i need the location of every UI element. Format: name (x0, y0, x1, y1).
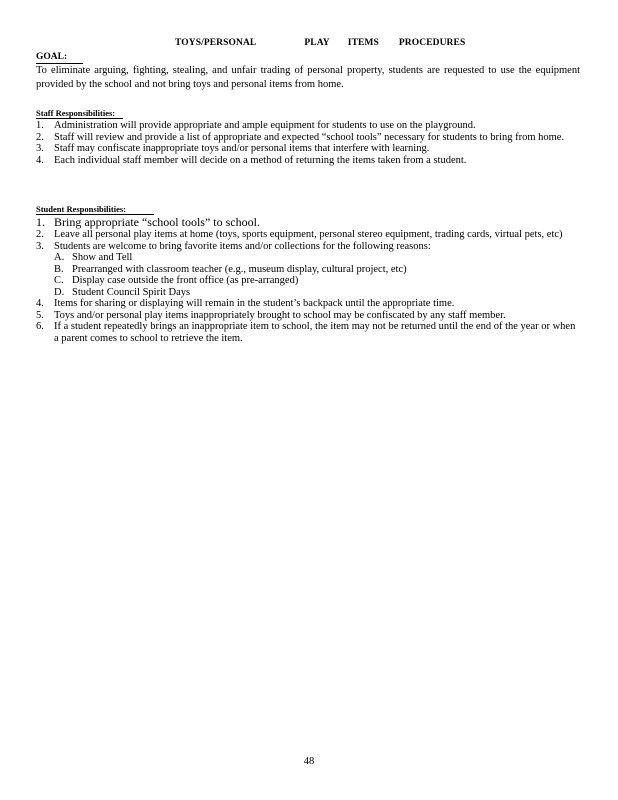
reason-item: B. Prearranged with classroom teacher (e.g., museum display, cultural project, etc) (54, 263, 407, 275)
staff-item: 4. Each individual staff member will decide on a method of returning the items taken from a student. (36, 154, 467, 166)
goal-text: To eliminate arguing, fighting, stealing, and unfair trading of personal property, students are requested to use the equipment provided by the school and not bring toys and personal items from home. (36, 65, 580, 90)
staff-list (36, 120, 582, 166)
reason-item: A. Show and Tell (54, 252, 133, 263)
student-list (36, 216, 582, 344)
goal-heading: GOAL: (36, 52, 83, 64)
reasons-list (54, 252, 582, 298)
staff-item: 1. Administration will provide appropriate and ample equipment for students to use on the playground. (36, 120, 476, 131)
reason-item: D. Student Council Spirit Days (54, 286, 191, 298)
staff-heading: Staff Responsibilities: (36, 108, 123, 119)
student-heading: Student Responsibilities: (36, 204, 154, 215)
page-title (175, 38, 465, 48)
student-item: 5. Toys and/or personal play items inappropriately brought to school may be confiscated by any staff member. (36, 309, 506, 321)
student-item: 3. Students are welcome to bring favorite items and/or collections for the following reasons: A. Show and Tell B. Prearranged with classroom teacher (e.g., museum display, cultural project, etc) C. Display case outside the front office (as pre-arranged) D. Student Council Spirit Days (36, 241, 582, 299)
staff-item: 2. Staff will review and provide a list of appropriate and expected “school tools” necessary for students to bring from home. (36, 131, 565, 143)
student-item: 1. Bring appropriate “school tools” to school. (36, 215, 260, 229)
title-part-3: ITEMS (347, 38, 379, 48)
student-item: 6. If a student repeatedly brings an inappropriate item to school, the item may not be returned until the end of the year or when a parent comes to school to retrieve the item. (36, 321, 576, 344)
page-number: 48 (303, 756, 315, 767)
title-part-4: PROCEDURES (398, 38, 466, 48)
title-part-1: TOYS/PERSONAL (175, 38, 257, 48)
student-item: 2. Leave all personal play items at home (toys, sports equipment, personal stereo equipment, trading cards, virtual pets, etc) (36, 229, 563, 240)
title-part-2: PLAY (304, 38, 330, 48)
staff-item: 3. Staff may confiscate inappropriate toys and/or personal items that interfere with learning. (36, 143, 430, 154)
reason-item: C. Display case outside the front office (as pre-arranged) (54, 275, 299, 286)
student-item: 4. Items for sharing or displaying will remain in the student’s backpack until the appropriate time. (36, 298, 455, 309)
